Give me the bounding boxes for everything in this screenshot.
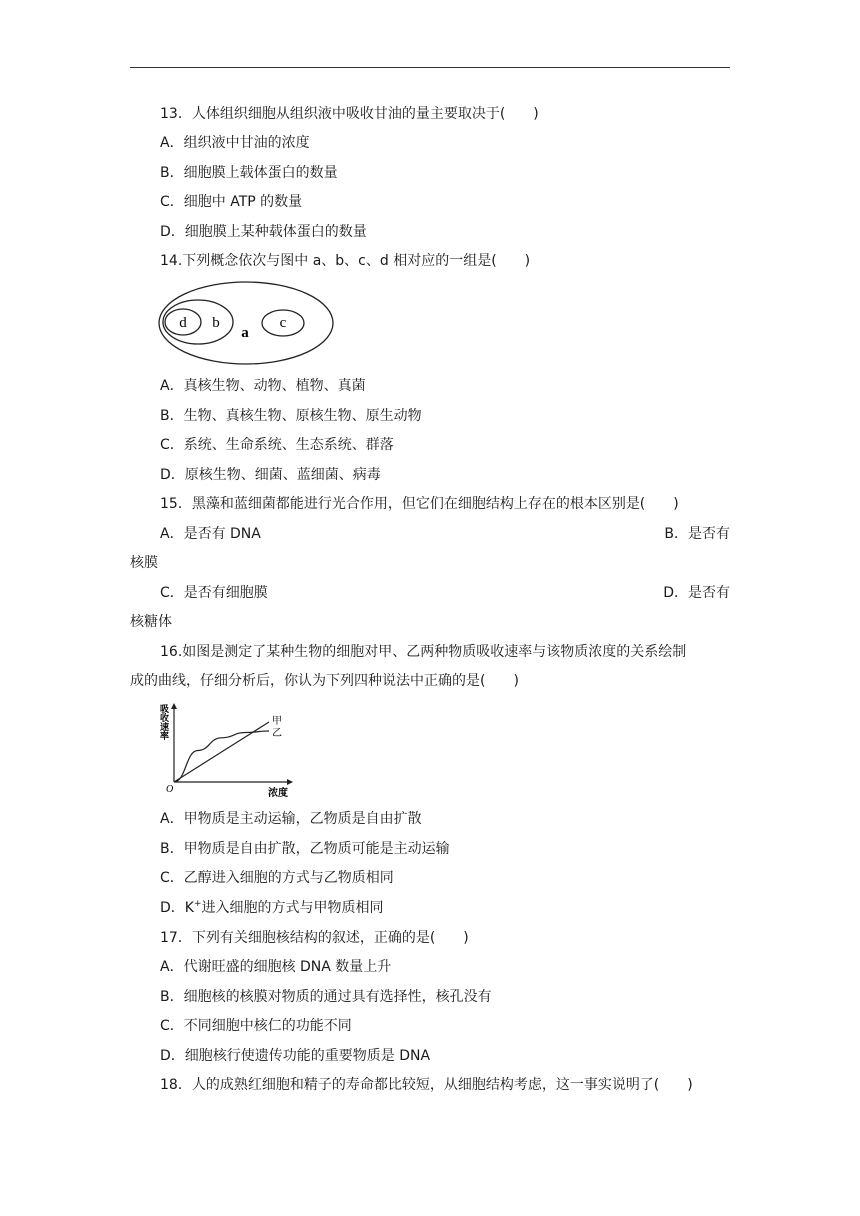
q15-option-b-wrap: 核膜 [130, 555, 158, 571]
q16-stem-line2: 成的曲线，仔细分析后，你认为下列四种说法中正确的是( ) [130, 673, 519, 689]
y-axis-label: 吸收速率 [158, 704, 168, 740]
q17-option-b: B．细胞核的核膜对物质的通过具有选择性，核孔没有 [160, 989, 492, 1005]
q16-option-b: B．甲物质是自由扩散，乙物质可能是主动运输 [160, 841, 450, 857]
origin-label: O [166, 784, 174, 795]
q16-option-d [160, 898, 384, 918]
q16-stem-line1: 16.如图是测定了某种生物的细胞对甲、乙两种物质吸收速率与该物质浓度的关系绘制 [160, 644, 687, 660]
q15-option-d: D．是否有 [663, 585, 730, 601]
series-line-2 [174, 731, 269, 782]
q15-option-a: A．是否有 DNA [160, 526, 261, 542]
q16-option-d-prefix: D．K [160, 900, 194, 916]
q17-stem: 17．下列有关细胞核结构的叙述，正确的是( ) [160, 930, 469, 946]
series-label-1: 甲 [272, 716, 282, 727]
venn-label-b: b [212, 315, 220, 331]
venn-label-d: d [179, 315, 187, 331]
x-axis-label: 浓度 [268, 788, 288, 799]
venn-diagram [158, 278, 340, 368]
q13-option-a: A．组织液中甘油的浓度 [160, 135, 310, 151]
q15-option-b: B．是否有 [664, 526, 730, 542]
q15-option-d-wrap: 核糖体 [130, 614, 172, 630]
venn-label-c: c [279, 315, 287, 331]
q17-option-c: C．不同细胞中核仁的功能不同 [160, 1018, 352, 1034]
venn-label-a: a [241, 325, 249, 341]
venn-set-b [163, 300, 233, 344]
q18-stem: 18．人的成熟红细胞和精子的寿命都比较短，从细胞结构考虑，这一事实说明了( ) [160, 1077, 693, 1093]
q16-option-d-suffix: 进入细胞的方式与甲物质相同 [201, 900, 384, 916]
q14-stem: 14.下列概念依次与图中 a、b、c、d 相对应的一组是( ) [160, 253, 531, 269]
q14-option-a: A．真核生物、动物、植物、真菌 [160, 378, 366, 394]
q17-option-d: D．细胞核行使遗传功能的重要物质是 DNA [160, 1048, 431, 1064]
q14-option-c: C．系统、生命系统、生态系统、群落 [160, 437, 394, 453]
header-rule [130, 67, 730, 68]
q17-option-a: A．代谢旺盛的细胞核 DNA 数量上升 [160, 959, 392, 975]
q13-stem: 13．人体组织细胞从组织液中吸收甘油的量主要取决于( ) [160, 106, 539, 122]
q14-option-b: B．生物、真核生物、原核生物、原生动物 [160, 408, 422, 424]
q16-option-c: C．乙醇进入细胞的方式与乙物质相同 [160, 870, 394, 886]
q13-option-c: C．细胞中 ATP 的数量 [160, 194, 303, 210]
absorption-rate-chart [158, 700, 298, 800]
series-label-2: 乙 [272, 728, 282, 739]
q15-option-c: C．是否有细胞膜 [160, 585, 268, 601]
q16-option-a: A．甲物质是主动运输，乙物质是自由扩散 [160, 811, 422, 827]
q13-option-b: B．细胞膜上载体蛋白的数量 [160, 165, 338, 181]
q14-option-d: D．原核生物、细菌、蓝细菌、病毒 [160, 467, 381, 483]
series-line-1 [174, 722, 269, 782]
potassium-charge: + [193, 899, 202, 909]
q13-option-d: D．细胞膜上某种载体蛋白的数量 [160, 224, 367, 240]
q15-stem: 15．黑藻和蓝细菌都能进行光合作用，但它们在细胞结构上存在的根本区别是( ) [160, 496, 679, 512]
